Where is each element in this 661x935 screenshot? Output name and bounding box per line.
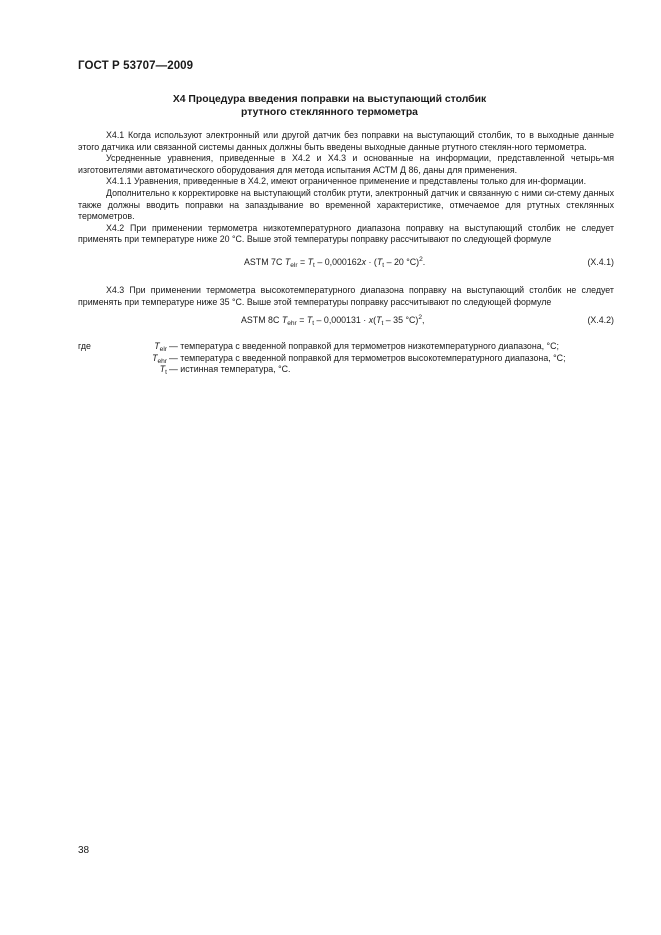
formula-x4-2 xyxy=(78,315,614,327)
formula-x4-1-number: (X.4.1) xyxy=(587,256,614,267)
paragraph-x4-2: X4.2 При применении термометра низкотемпературного диапазона поправку на выступающий столбик не следует применять при температуре ниже 20 °С. Выше этой температуры поправку рассчитывают по следующей формуле xyxy=(78,222,614,245)
definition-symbol: $T_t$ xyxy=(159,364,167,377)
paragraph-x4-1: X4.1 Когда используют электронный или другой датчик без поправки на выступающий столбик, то в выходные данные этого датчика или связанной системы данных должны быть введены выходные данные ртутного стеклян-ного термометра. xyxy=(78,130,614,152)
definitions-where: где xyxy=(78,341,91,352)
paragraph-x4-3: X4.3 При применении термометра высокотемпературного диапазона поправку на выступающий столбик не следует применять при температуре ниже 35 °С. Выше этой температуры поправку рассчитывают по следующей формуле xyxy=(78,284,614,307)
definition-text: — температура с введенной поправкой для термометров высокотемпературного диапазона, °С; xyxy=(169,352,566,363)
formula-x4-2-expression: ASTM 8C $T_{ehr} = T_t - 0,000131 \cdot x(T_t - 35$ °С)$^2$, xyxy=(241,314,425,328)
definition-symbol: $T_{ehr}$ xyxy=(152,352,167,365)
paragraph-x4-1-1: X4.1.1 Уравнения, приведенные в X4.2, имеют ограниченное применение и представлены только для ин-формации. xyxy=(106,176,587,187)
section-title-line1: X4 Процедура введения поправки на выступающий столбик xyxy=(172,94,487,105)
paragraph-averaged-equations: Усредненные уравнения, приведенные в X4.2 и X4.3 и основанные на информации, представленной четырь-мя изготовителями автоматического оборудования для метода испытания АСТМ Д 86, даны для применения. xyxy=(78,153,614,175)
formula-x4-2-number: (X.4.2) xyxy=(587,315,614,326)
section-title-line2: ртутного стеклянного термометра xyxy=(241,107,418,118)
definition-item xyxy=(78,341,614,353)
definition-text: — температура с введенной поправкой для термометров низкотемпературного диапазона, °С; xyxy=(169,341,559,352)
section-title xyxy=(78,93,581,119)
formula-x4-1 xyxy=(78,257,614,269)
paragraph-additional-correction: Дополнительно к корректировке на выступающий столбик ртути, электронный датчик и связанную с ними си-стему данных также должны вводить поправки на запаздывание во временной характеристике, отмечаемое для ртутных стеклянных термометров. xyxy=(78,187,614,222)
page-number: 38 xyxy=(78,845,90,856)
definitions-list xyxy=(78,341,614,376)
definition-symbol: $T_{elr}$ xyxy=(154,341,167,354)
standard-code-header: ГОСТ Р 53707—2009 xyxy=(78,60,194,72)
definition-item xyxy=(78,353,614,365)
formula-x4-1-expression: ASTM 7C $T_{elr} = T_t - 0,000162x \cdot (T_t - 20$ °С)$^2$. xyxy=(244,255,426,269)
definition-item xyxy=(78,364,614,376)
document-body xyxy=(78,130,614,376)
definition-text: — истинная температура, °С. xyxy=(169,364,291,375)
